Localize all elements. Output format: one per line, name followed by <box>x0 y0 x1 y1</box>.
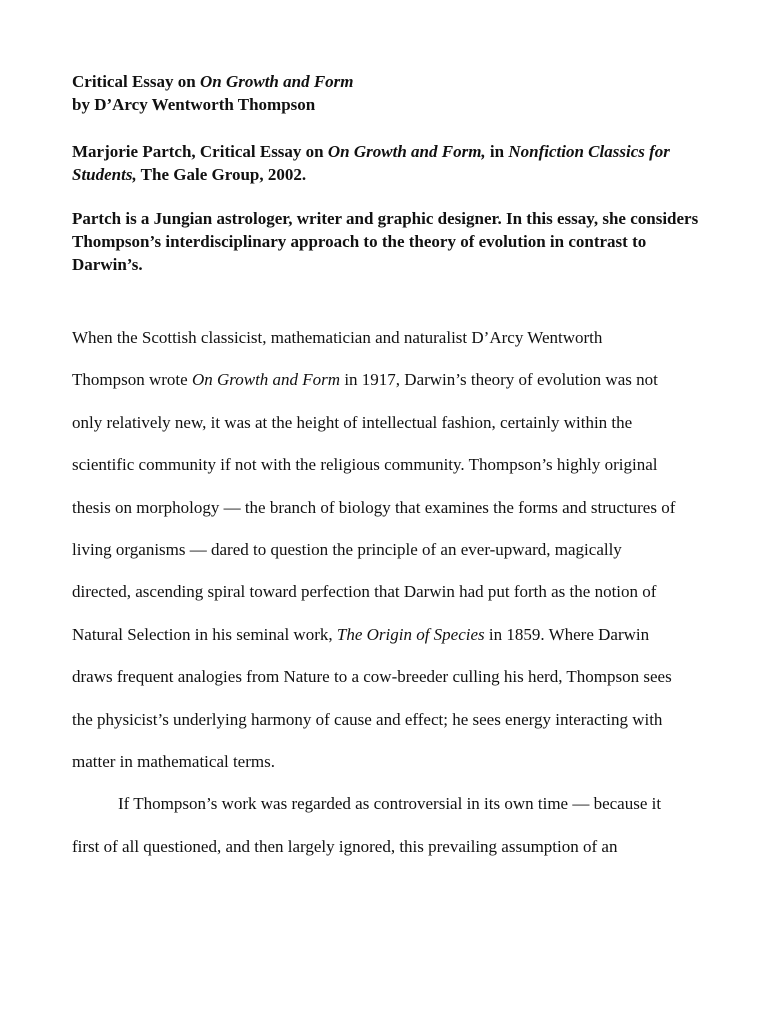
body-line: thesis on morphology — the branch of biology that examines the forms and structures of <box>72 497 676 517</box>
essay-byline: by D’Arcy Wentworth Thompson <box>72 95 316 114</box>
body-line: draws frequent analogies from Nature to a cow-breeder culling his herd, Thompson sees <box>72 667 672 687</box>
citation-work-title: On Growth and Form, <box>327 142 486 161</box>
body-line: scientific community if not with the religious community. Thompson’s highly original <box>72 455 658 475</box>
body-line: If Thompson’s work was regarded as controversial in its own time — because it <box>118 794 662 814</box>
body-line: the physicist’s underlying harmony of cause and effect; he sees energy interacting with <box>72 709 663 729</box>
essay-body <box>72 317 712 868</box>
body-line: only relatively new, it was at the height of intellectual fashion, certainly within the <box>72 412 633 432</box>
body-line: When the Scottish classicist, mathematician and naturalist D’Arcy Wentworth <box>72 328 603 347</box>
body-line: matter in mathematical terms. <box>72 751 275 771</box>
body-line: Natural Selection in his seminal work, The Origin of Species in 1859. Where Darwin <box>72 624 650 644</box>
essay-title: Critical Essay on On Growth and Form <box>72 72 354 91</box>
intro-paragraph: Partch is a Jungian astrologer, writer and graphic designer. In this essay, she considers Thompson’s interdisciplinary approach to the theory of evolution in contrast to Darwin’s. <box>72 209 699 274</box>
body-line: directed, ascending spiral toward perfection that Darwin had put forth as the notion of <box>72 582 657 602</box>
book-title: On Growth and Form <box>199 72 354 91</box>
citation: Marjorie Partch, Critical Essay on On Growth and Form, in Nonfiction Classics for Students, The Gale Group, 2002. <box>72 142 670 184</box>
body-line: living organisms — dared to question the principle of an ever-upward, magically <box>72 539 622 559</box>
citation-collection-title: Nonfiction Classics for Students, <box>72 142 670 184</box>
body-line: Thompson wrote On Growth and Form in 1917, Darwin’s theory of evolution was not <box>72 370 658 390</box>
essay-title-block <box>72 70 354 116</box>
body-line: first of all questioned, and then largely ignored, this prevailing assumption of an <box>72 836 618 856</box>
